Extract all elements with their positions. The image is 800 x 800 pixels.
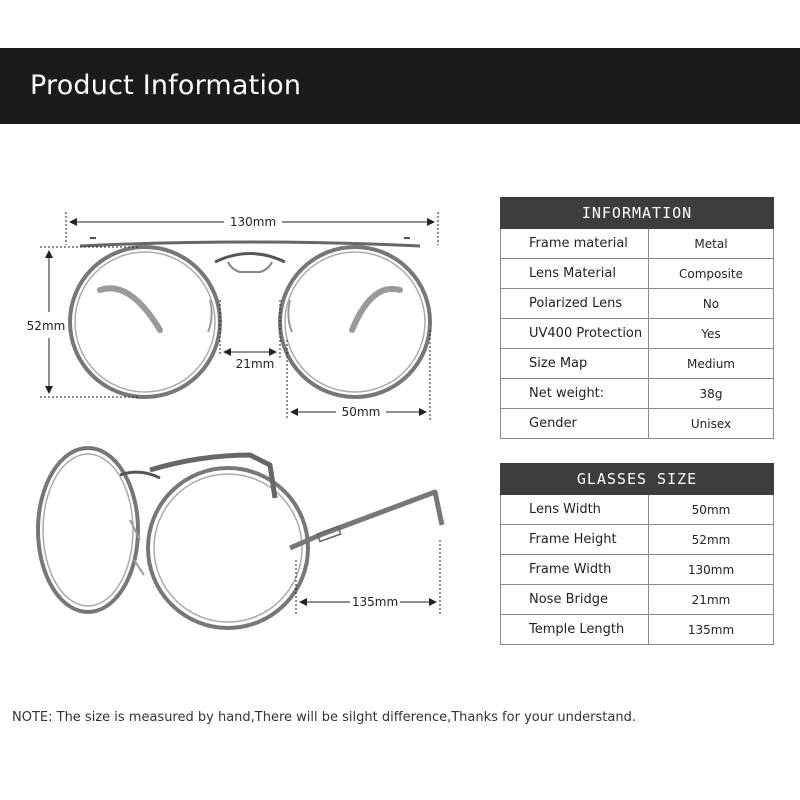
nose-bridge-dimension bbox=[220, 300, 280, 371]
measurement-note: NOTE: The size is measured by hand,There will be silght difference,Thanks for your understand. bbox=[12, 710, 636, 725]
spec-value: No bbox=[649, 289, 774, 319]
information-header: INFORMATION bbox=[501, 198, 774, 229]
size-value: 21mm bbox=[649, 585, 774, 615]
spec-key: UV400 Protection bbox=[501, 319, 649, 349]
spec-key: Size Map bbox=[501, 349, 649, 379]
spec-value: Metal bbox=[649, 229, 774, 259]
temple-length-dimension bbox=[296, 540, 440, 615]
spec-key: Lens Material bbox=[501, 259, 649, 289]
table-row bbox=[501, 349, 774, 379]
table-row bbox=[501, 525, 774, 555]
frame-width-label: 130mm bbox=[229, 215, 277, 229]
spec-key: Gender bbox=[501, 409, 649, 439]
table-row bbox=[501, 289, 774, 319]
table-row bbox=[501, 259, 774, 289]
table-row bbox=[501, 585, 774, 615]
table-row bbox=[501, 379, 774, 409]
table-row bbox=[501, 615, 774, 645]
size-key: Frame Height bbox=[501, 525, 649, 555]
glasses-size-header: GLASSES SIZE bbox=[501, 464, 774, 495]
frame-width-dimension bbox=[66, 212, 438, 245]
table-row bbox=[501, 409, 774, 439]
size-value: 135mm bbox=[649, 615, 774, 645]
spec-key: Net weight: bbox=[501, 379, 649, 409]
spec-value: Medium bbox=[649, 349, 774, 379]
spec-value: Unisex bbox=[649, 409, 774, 439]
size-key: Frame Width bbox=[501, 555, 649, 585]
spec-key: Frame material bbox=[501, 229, 649, 259]
temple-length-label: 135mm bbox=[351, 595, 399, 609]
table-row bbox=[501, 495, 774, 525]
spec-value: Composite bbox=[649, 259, 774, 289]
page-title: Product Information bbox=[30, 70, 302, 101]
size-value: 52mm bbox=[649, 525, 774, 555]
glasses-size-table bbox=[500, 463, 774, 645]
frame-height-dimension bbox=[27, 247, 140, 397]
size-key: Temple Length bbox=[501, 615, 649, 645]
table-row bbox=[501, 229, 774, 259]
size-value: 130mm bbox=[649, 555, 774, 585]
size-key: Lens Width bbox=[501, 495, 649, 525]
information-table bbox=[500, 197, 774, 439]
frame-height-label: 52mm bbox=[26, 319, 66, 333]
lens-width-label: 50mm bbox=[341, 405, 381, 419]
size-key: Nose Bridge bbox=[501, 585, 649, 615]
spec-key: Polarized Lens bbox=[501, 289, 649, 319]
nose-bridge-label: 21mm bbox=[235, 357, 275, 371]
spec-value: Yes bbox=[649, 319, 774, 349]
size-value: 50mm bbox=[649, 495, 774, 525]
table-row bbox=[501, 319, 774, 349]
front-view-glasses bbox=[70, 238, 430, 397]
table-row bbox=[501, 555, 774, 585]
spec-value: 38g bbox=[649, 379, 774, 409]
